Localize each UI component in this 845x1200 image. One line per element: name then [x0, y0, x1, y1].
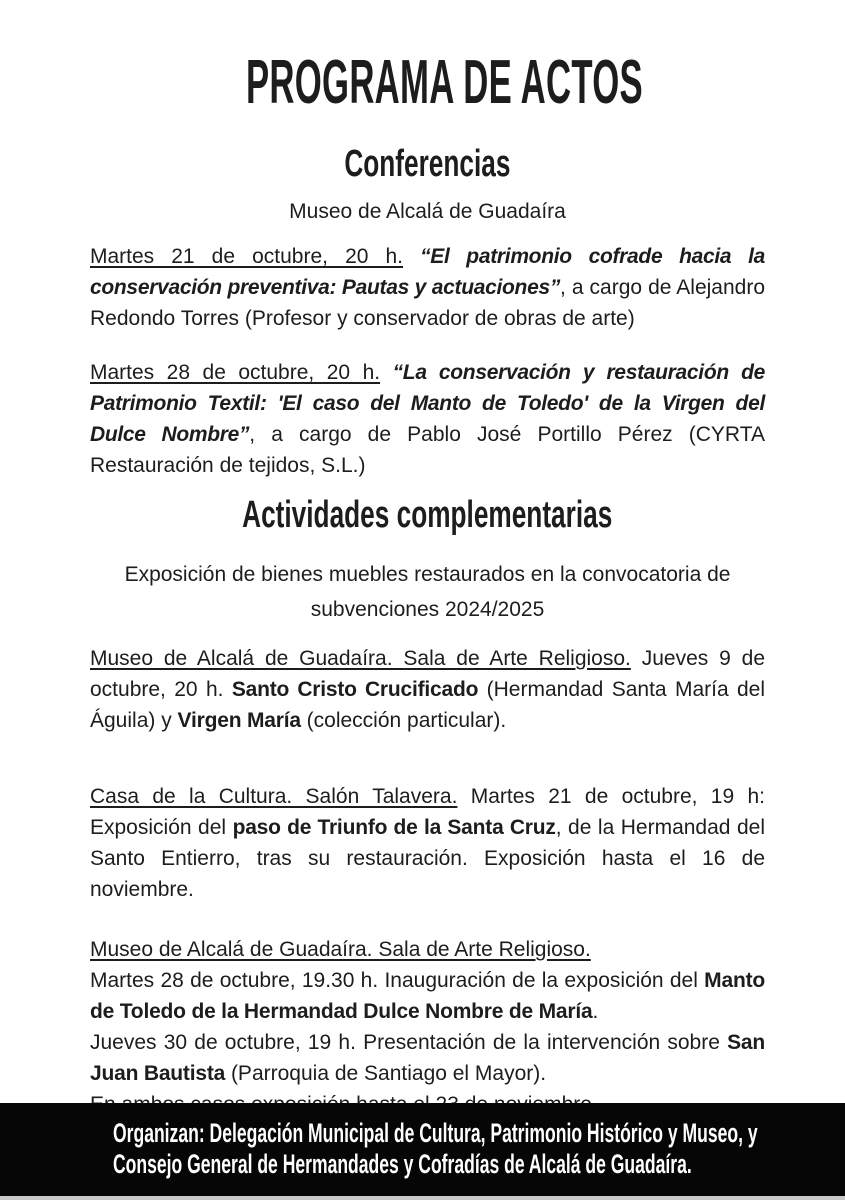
activity-item-casa-de-la-cultura: [90, 781, 765, 905]
actividades-subtitle: Exposición de bienes muebles restaurados en la convocatoria de subvenciones 2024/2025: [124, 563, 731, 621]
section-conferencias: [90, 144, 765, 481]
text-segment: (colección particular).: [300, 709, 507, 732]
conference-event-2: [90, 357, 765, 481]
actividades-heading: [90, 495, 765, 535]
paragraph-line: [90, 965, 765, 1027]
section-actividades: [90, 495, 765, 1120]
text-segment: .: [592, 1000, 599, 1023]
text-segment: Santo Cristo Crucificado: [231, 678, 479, 701]
text-segment: , de la Hermandad del Santo Entierro, tras su restauración. Exposición hasta el 16 de noviembre.: [90, 816, 765, 901]
text-segment: Martes 28 de octubre, 20 h.: [90, 361, 381, 384]
text-segment: , a cargo de Alejandro Redondo Torres (Profesor y conservador de obras de arte): [90, 276, 765, 330]
text-segment: Casa de la Cultura. Salón Talavera.: [90, 785, 458, 808]
text-segment: Virgen María: [177, 709, 301, 732]
text-segment: Museo de Alcalá de Guadaíra. Sala de Arte Religioso.: [90, 938, 591, 961]
page-title-text: PROGRAMA DE ACTOS: [245, 48, 643, 117]
conferencias-heading: [90, 144, 765, 184]
text-segment: Martes 21 de octubre, 19 h: Exposición del: [90, 785, 765, 839]
text-segment: , a cargo de Pablo José Portillo Pérez (CYRTA Restauración de tejidos, S.L.): [90, 423, 765, 477]
text-segment: Jueves 30 de octubre, 19 h. Presentación de la intervención sobre: [90, 1031, 728, 1054]
text-segment: [403, 245, 420, 268]
page-title: [90, 0, 765, 116]
paragraph-line: [90, 643, 765, 736]
text-segment: Martes 21 de octubre, 20 h.: [90, 245, 404, 268]
paragraph-line: [90, 781, 765, 905]
conference-event-1: [90, 241, 765, 334]
activity-item-museo-manto-toledo: [90, 934, 765, 1120]
text-segment: Jueves 9 de octubre, 20 h.: [90, 647, 765, 701]
text-segment: San Juan Bautista: [90, 1031, 765, 1085]
footer-organizers-line-2: Consejo General de Hermandades y Cofradías de Alcalá de Guadaíra.: [113, 1149, 692, 1179]
footer-band: [0, 1103, 845, 1196]
text-segment: “El patrimonio cofrade hacia la conservación preventiva: Pautas y actuaciones”: [90, 245, 765, 299]
conferencias-venue: Museo de Alcalá de Guadaíra: [289, 200, 566, 223]
page-bottom-edge: [0, 1196, 845, 1200]
text-segment: [380, 361, 393, 384]
text-segment: Manto de Toledo de la Hermandad Dulce Nombre de María: [90, 969, 765, 1023]
actividades-heading-text: Actividades complementarias: [242, 494, 613, 536]
text-segment: Museo de Alcalá de Guadaíra. Sala de Arte Religioso.: [90, 647, 631, 670]
conferencias-heading-text: Conferencias: [344, 143, 511, 185]
paragraph-line: [90, 934, 765, 965]
text-segment: (Parroquia de Santiago el Mayor).: [225, 1062, 547, 1085]
text-segment: paso de Triunfo de la Santa Cruz: [232, 816, 556, 839]
paragraph-line: [90, 1027, 765, 1089]
footer-organizers-line-1: Organizan: Delegación Municipal de Cultura, Patrimonio Histórico y Museo, y: [113, 1118, 758, 1148]
text-segment: (Hermandad Santa María del Águila) y: [90, 678, 766, 732]
text-segment: Martes 28 de octubre, 19.30 h. Inauguración de la exposición del: [90, 969, 705, 992]
activity-item-museo-arte-religioso: [90, 643, 765, 736]
text-segment: “La conservación y restauración de Patrimonio Textil: 'El caso del Manto de Toledo' de la Virgen del Dulce Nombre”: [90, 361, 765, 446]
